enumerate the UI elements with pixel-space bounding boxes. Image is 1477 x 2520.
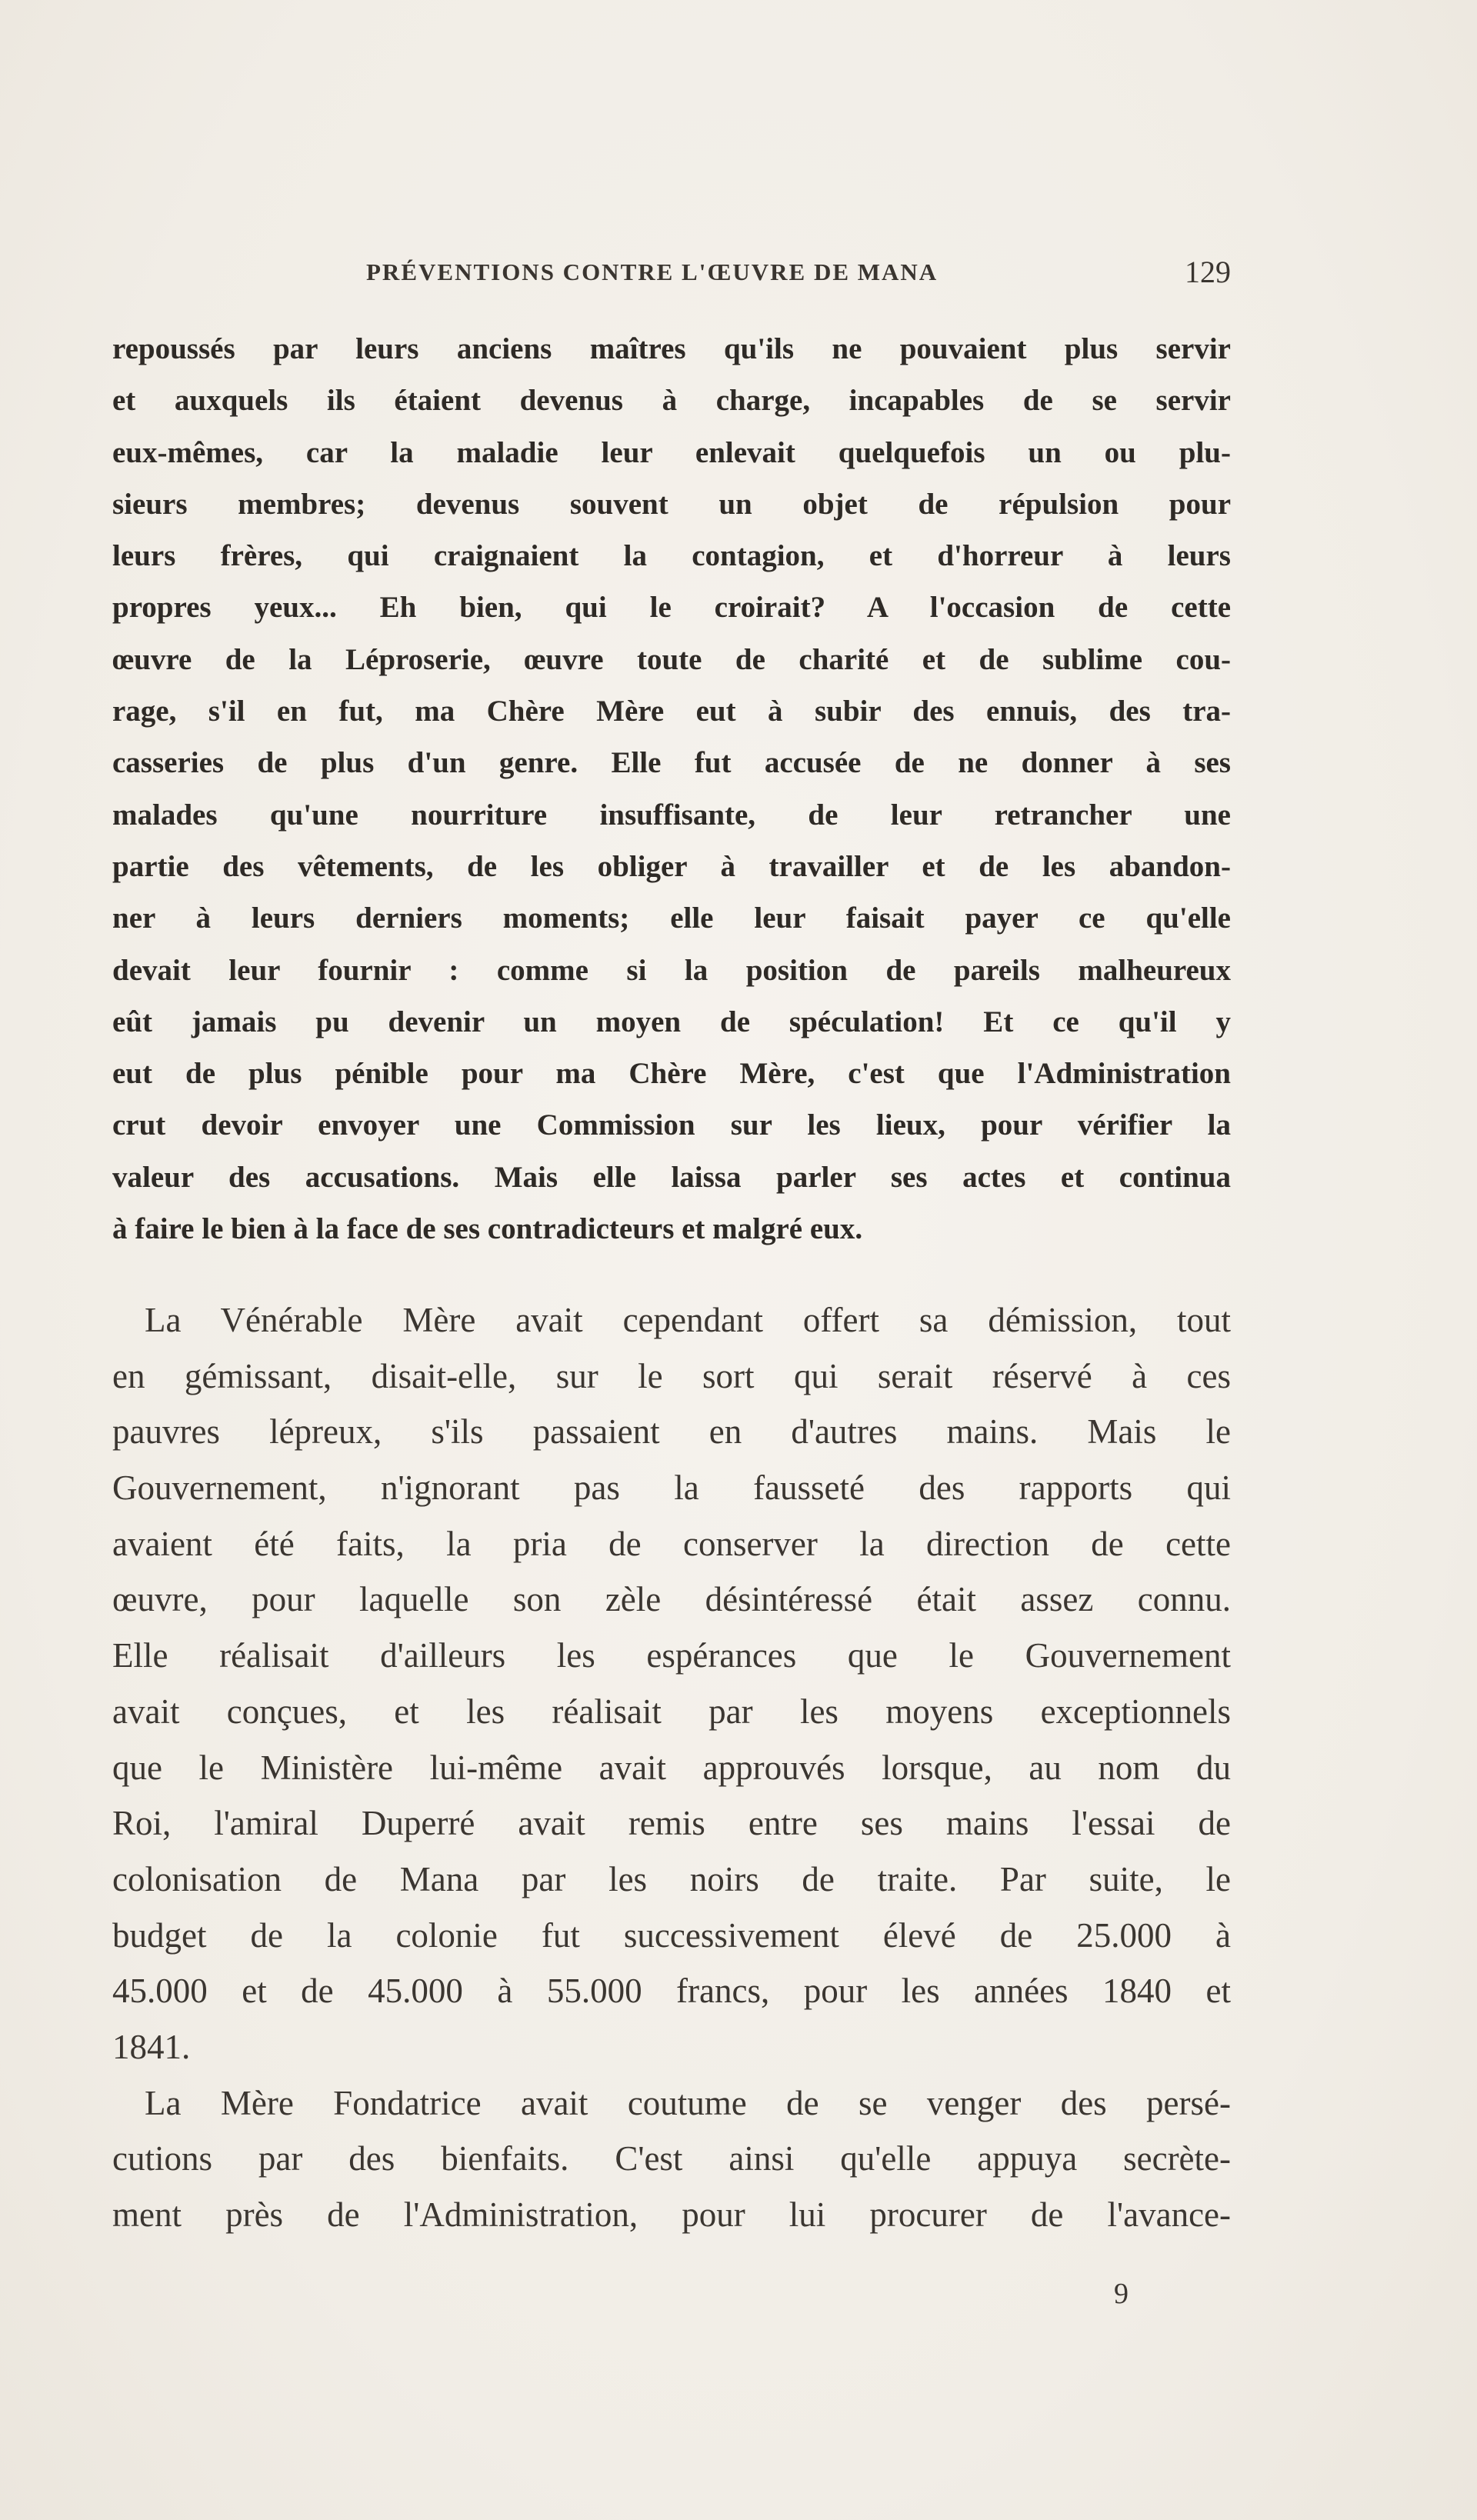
text-line: Gouvernement, n'ignorant pas la fausseté des rapports qui	[112, 1468, 1231, 1508]
text-line: valeur des accusations. Mais elle laissa parler ses actes et continua	[112, 1160, 1231, 1194]
text-line: eut de plus pénible pour ma Chère Mère, c'est que l'Administration	[112, 1057, 1231, 1091]
text-line: budget de la colonie fut successivement élevé de 25.000 à	[112, 1915, 1231, 1955]
paragraph-foundress	[112, 2075, 1231, 2243]
text-line: 45.000 et de 45.000 à 55.000 francs, pour les années 1840 et	[112, 1972, 1231, 2011]
paragraph-resignation	[112, 1292, 1231, 2075]
text-line: leurs frères, qui craignaient la contagion, et d'horreur à leurs	[112, 539, 1231, 573]
text-line: casseries de plus d'un genre. Elle fut accusée de ne donner à ses	[112, 746, 1231, 780]
text-line: partie des vêtements, de les obliger à travailler et de les abandon-	[112, 849, 1231, 883]
text-line: repoussés par leurs anciens maîtres qu'ils ne pouvaient plus servir	[112, 332, 1231, 365]
text-line: malades qu'une nourriture insuffisante, de leur retrancher une	[112, 798, 1231, 832]
text-line: rage, s'il en fut, ma Chère Mère eut à subir des ennuis, des tra-	[112, 695, 1231, 728]
text-line: en gémissant, disait-elle, sur le sort qui serait réservé à ces	[112, 1356, 1231, 1395]
running-title: PRÉVENTIONS CONTRE L'ŒUVRE DE MANA	[366, 258, 939, 285]
text-line: œuvre de la Léproserie, œuvre toute de charité et de sublime cou-	[112, 642, 1231, 676]
page-number: 129	[1185, 255, 1231, 289]
text-line: 1841.	[112, 2027, 191, 2066]
body-text-main	[112, 1292, 1231, 2243]
text-line: pauvres lépreux, s'ils passaient en d'autres mains. Mais le	[112, 1412, 1231, 1452]
text-line: avaient été faits, la pria de conserver la direction de cette	[112, 1524, 1231, 1563]
text-line: que le Ministère lui-même avait approuvés lorsque, au nom du	[112, 1748, 1231, 1787]
text-line: œuvre, pour laquelle son zèle désintéressé était assez connu.	[112, 1580, 1231, 1619]
text-line: Roi, l'amiral Duperré avait remis entre ses mains l'essai de	[112, 1804, 1231, 1843]
text-line: ment près de l'Administration, pour lui procurer de l'avance-	[112, 2195, 1231, 2234]
text-line: et auxquels ils étaient devenus à charge, incapables de se servir	[112, 384, 1231, 418]
paragraph-leprosery-continued	[112, 323, 1231, 1255]
text-line: eût jamais pu devenir un moyen de spéculation! Et ce qu'il y	[112, 1005, 1231, 1038]
text-line: cutions par des bienfaits. C'est ainsi qu'elle appuya secrète-	[112, 2139, 1231, 2178]
text-line: Elle réalisait d'ailleurs les espérances que le Gouvernement	[112, 1636, 1231, 1675]
text-line: devait leur fournir : comme si la position de pareils malheureux	[112, 953, 1231, 987]
running-head	[112, 255, 1231, 297]
text-line: eux-mêmes, car la maladie leur enlevait quelquefois un ou plu-	[112, 435, 1231, 469]
text-line: sieurs membres; devenus souvent un objet de répulsion pour	[112, 487, 1231, 521]
text-line: colonisation de Mana par les noirs de traite. Par suite, le	[112, 1859, 1231, 1898]
text-line: propres yeux... Eh bien, qui le croirait? A l'occasion de cette	[112, 591, 1231, 625]
text-line: ner à leurs derniers moments; elle leur faisait payer ce qu'elle	[112, 902, 1231, 935]
text-line: La Mère Fondatrice avait coutume de se venger des persé-	[145, 2083, 1231, 2122]
text-line: crut devoir envoyer une Commission sur les lieux, pour vérifier la	[112, 1108, 1231, 1142]
text-line: à faire le bien à la face de ses contradicteurs et malgré eux.	[112, 1212, 863, 1246]
text-line: La Vénérable Mère avait cependant offert sa démission, tout	[145, 1301, 1231, 1339]
text-line: avait conçues, et les réalisait par les moyens exceptionnels	[112, 1692, 1231, 1731]
signature-mark: 9	[1114, 2278, 1129, 2310]
